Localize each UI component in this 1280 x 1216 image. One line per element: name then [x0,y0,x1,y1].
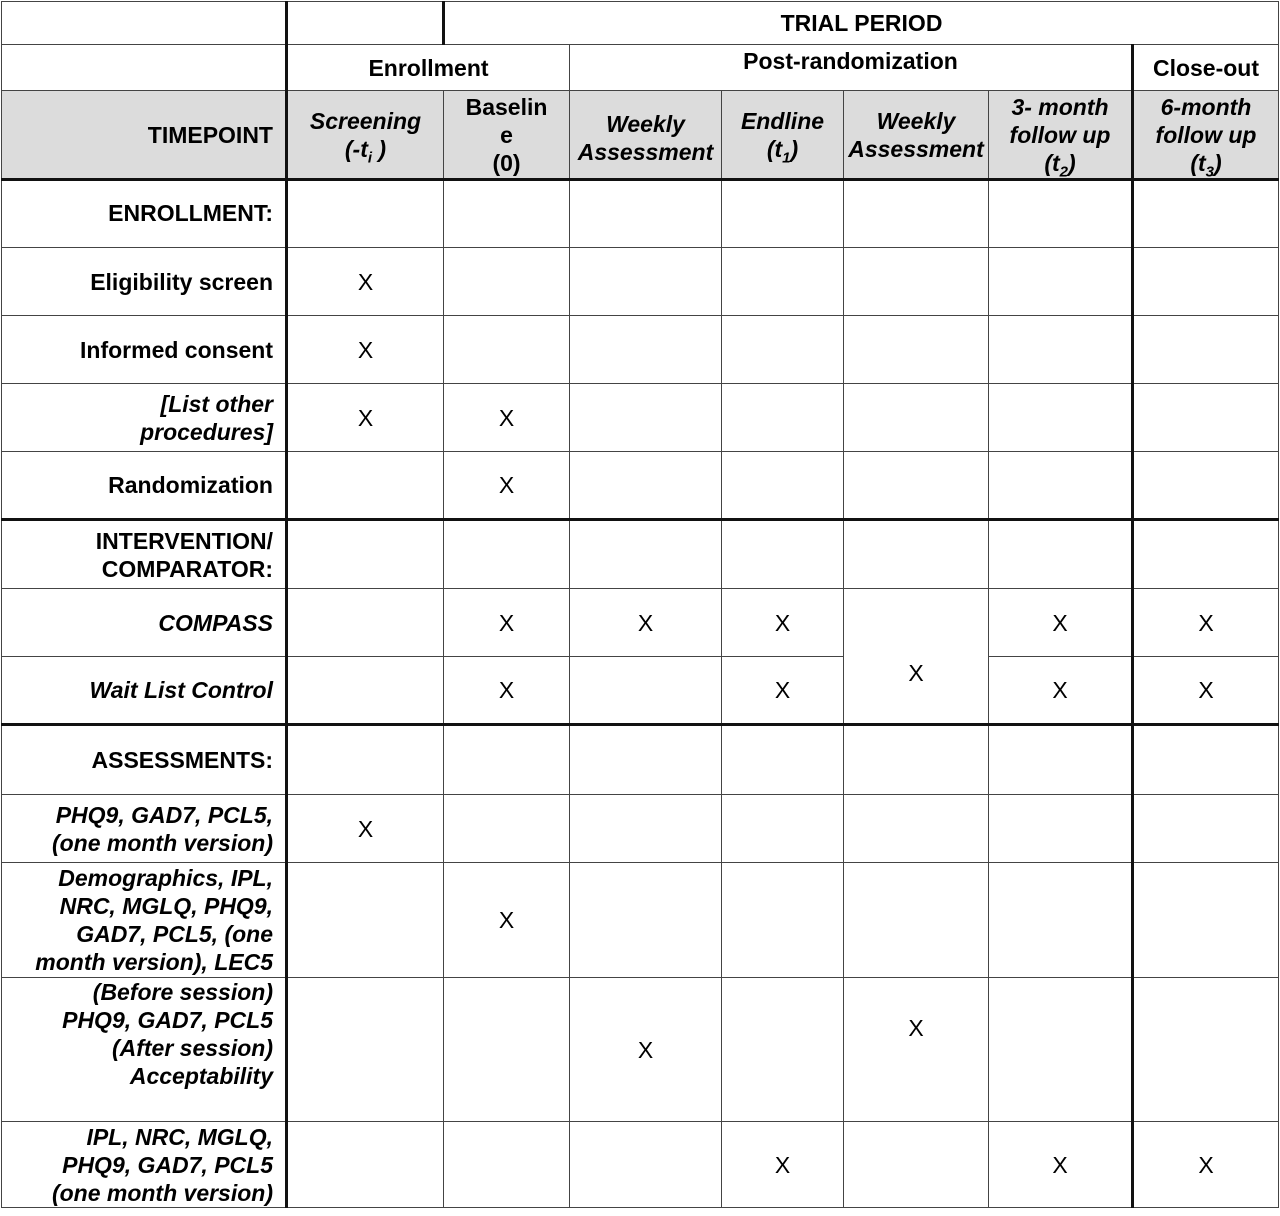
timepoint-endline [722,91,844,180]
row-compass [2,589,1279,657]
mark-a4-6-month: X [1133,1122,1279,1208]
mark-compass-6-month: X [1133,589,1279,657]
weekly2-line2: Assessment [848,135,984,162]
row-other-procedures [2,384,1279,452]
row-consent [2,316,1279,384]
empty-header-cell-2 [287,2,444,45]
timepoint-weekly-2 [844,91,989,180]
weekly-line1: Weekly [606,110,685,137]
mark-compass-baseline: X [444,589,570,657]
baseline-line2: e [500,121,513,148]
compass-label: COMPASS [2,589,287,657]
mark-eligibility-screening: X [287,248,444,316]
mark-other-baseline: X [444,384,570,452]
empty-phase-cell [2,45,287,91]
header-row-phases [2,45,1279,91]
timepoint-screening [287,91,444,180]
row-randomization [2,452,1279,520]
row-assessment-screening [2,795,1279,863]
waitlist-label: Wait List Control [2,657,287,725]
mark-randomization-baseline: X [444,452,570,520]
mark-waitlist-6-month: X [1133,657,1279,725]
assessments-section-label: ASSESSMENTS: [2,725,287,795]
close-out-phase-header: Close-out [1133,45,1279,91]
consent-label: Informed consent [2,316,287,384]
mark-a1-screening: X [287,795,444,863]
mark-compass-3-month: X [989,589,1133,657]
m3-line1: 3- month [1011,93,1109,120]
baseline-line3: (0) [492,149,521,176]
spirit-schedule-table [1,1,1279,1208]
assessment-weekly-label: (Before session) PHQ9, GAD7, PCL5 (After session) Acceptability [2,978,287,1122]
endline-title: Endline [740,107,825,134]
row-enrollment-section [2,180,1279,248]
assessment-screening-label: PHQ9, GAD7, PCL5, (one month version) [2,795,287,863]
mark-waitlist-baseline: X [444,657,570,725]
intervention-section-label: INTERVENTION/ COMPARATOR: [2,520,287,589]
timepoint-baseline [444,91,570,180]
weekly2-line1: Weekly [876,107,956,134]
m6-code: $(t_3)$ [1190,149,1222,180]
mark-waitlist-3-month: X [989,657,1133,725]
row-intervention-section [2,520,1279,589]
row-waitlist [2,657,1279,725]
row-assessment-baseline [2,863,1279,978]
assessment-baseline-label: Demographics, IPL, NRC, MGLQ, PHQ9, GAD7, PCL5, (one month version), LEC5 [2,863,287,978]
timepoint-label: TIMEPOINT [2,91,287,180]
mark-a4-3-month: X [989,1122,1133,1208]
m6-line1: 6-month [1160,93,1252,120]
post-randomization-phase-header: Post-randomization [570,45,1133,91]
m3-line2: follow up [1009,121,1111,148]
mark-compass-weekly: X [570,589,722,657]
mark-a2-baseline: X [444,863,570,978]
timepoint-row [2,91,1279,180]
enrollment-section-label: ENROLLMENT: [2,180,287,248]
row-eligibility [2,248,1279,316]
mark-compass-endline: X [722,589,844,657]
baseline-line1: Baselin [465,93,548,120]
assessment-followup-label: IPL, NRC, MGLQ, PHQ9, GAD7, PCL5 (one month version) [2,1122,287,1208]
m3-code: $(t_2)$ [1044,149,1076,180]
timepoint-6-month [1133,91,1279,180]
mark-waitlist-weekly: X [844,657,989,725]
mark-a3-weekly-2: X [844,978,989,1122]
header-row-trial-period [2,2,1279,45]
mark-consent-screening: X [287,316,444,384]
eligibility-label: Eligibility screen [2,248,287,316]
timepoint-3-month [989,91,1133,180]
timepoint-weekly-1 [570,91,722,180]
mark-other-screening: X [287,384,444,452]
endline-code: $(t_1)$ [766,135,799,167]
row-assessments-section [2,725,1279,795]
other-procedures-label: [List other procedures] [2,384,287,452]
row-assessment-weekly [2,978,1279,1122]
enrollment-phase-header: Enrollment [287,45,570,91]
m6-line2: follow up [1155,121,1257,148]
screening-title: Screening [309,107,422,134]
mark-a4-endline: X [722,1122,844,1208]
randomization-label: Randomization [2,452,287,520]
screening-code: ($-t_i$ ) [344,135,387,167]
trial-period-header: TRIAL PERIOD [444,2,1279,45]
mark-a3-weekly: X [570,978,722,1122]
mark-waitlist-endline: X [722,657,844,725]
weekly-line2: Assessment [577,138,714,165]
row-assessment-followup [2,1122,1279,1208]
empty-header-cell [2,2,287,45]
